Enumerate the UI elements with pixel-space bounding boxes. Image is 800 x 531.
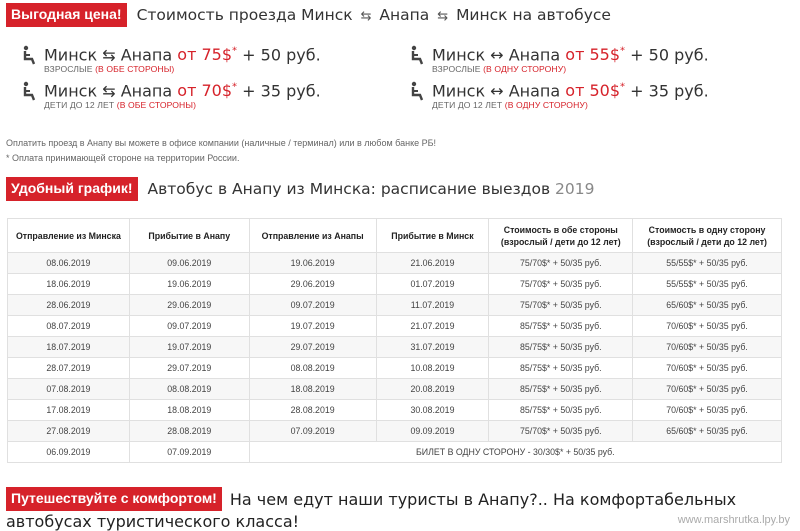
table-cell: 55/55$* + 50/35 руб. [633, 274, 782, 295]
table-cell: 85/75$* + 50/35 руб. [489, 337, 633, 358]
table-cell: 08.08.2019 [249, 358, 376, 379]
table-cell: 09.06.2019 [129, 253, 249, 274]
table-cell: 29.06.2019 [129, 295, 249, 316]
col-header: Отправление из Минска [8, 219, 130, 253]
table-cell: 10.08.2019 [376, 358, 489, 379]
fare-sub: ДЕТИ ДО 12 ЛЕТ (В ОДНУ СТОРОНУ) [432, 100, 588, 111]
watermark: www.marshrutka.lpy.by [677, 514, 790, 526]
swap-arrows-icon: ⇆ [360, 9, 372, 24]
table-row [8, 358, 782, 379]
table-cell: 19.07.2019 [249, 316, 376, 337]
table-cell: 18.08.2019 [249, 379, 376, 400]
table-cell: 17.08.2019 [8, 400, 130, 421]
fare-oneway-adult [410, 42, 709, 75]
table-cell: 29.07.2019 [129, 358, 249, 379]
schedule-badge: Удобный график! [6, 177, 138, 201]
table-cell: 08.07.2019 [8, 316, 130, 337]
table-cell: 09.07.2019 [249, 295, 376, 316]
table-cell: 65/60$* + 50/35 руб. [633, 295, 782, 316]
table-cell: 30.08.2019 [376, 400, 489, 421]
swap-arrows-icon: ⇆ [437, 9, 449, 24]
table-row [8, 337, 782, 358]
table-cell: 18.06.2019 [8, 274, 130, 295]
table-row [8, 274, 782, 295]
table-cell: 09.07.2019 [129, 316, 249, 337]
table-cell: 21.07.2019 [376, 316, 489, 337]
table-cell: 75/70$* + 50/35 руб. [489, 253, 633, 274]
table-row [8, 400, 782, 421]
fare-roundtrip-adult [22, 42, 321, 75]
fare-oneway-child [410, 78, 709, 111]
table-cell: 07.09.2019 [249, 421, 376, 442]
table-cell: 70/60$* + 50/35 руб. [633, 358, 782, 379]
wheelchair-seat-icon [22, 45, 36, 65]
payment-note: Оплатить проезд в Анапу вы можете в офисе компании (наличные / терминал) или в любом банке РБ! [6, 138, 437, 148]
table-cell: 55/55$* + 50/35 руб. [633, 253, 782, 274]
fare-line: Минск ⇆ Анапа от 70$* + 35 руб. [44, 81, 321, 101]
table-cell: 08.08.2019 [129, 379, 249, 400]
table-cell: 09.09.2019 [376, 421, 489, 442]
table-cell: 85/75$* + 50/35 руб. [489, 358, 633, 379]
table-cell: 06.09.2019 [8, 442, 130, 463]
table-cell: 85/75$* + 50/35 руб. [489, 379, 633, 400]
table-cell: 01.07.2019 [376, 274, 489, 295]
col-header: Стоимость в обе стороны (взрослый / дети до 12 лет) [489, 219, 633, 253]
fare-sub: ВЗРОСЛЫЕ (В ОДНУ СТОРОНУ) [432, 64, 567, 75]
table-cell: 20.08.2019 [376, 379, 489, 400]
table-row [8, 253, 782, 274]
table-cell: 85/75$* + 50/35 руб. [489, 316, 633, 337]
fare-line: Минск ↔ Анапа от 55$* + 50 руб. [432, 45, 709, 65]
price-header [6, 3, 611, 27]
price-title: Стоимость проезда Минск ⇆ Анапа ⇆ Минск на автобусе [136, 6, 611, 24]
fare-line: Минск ↔ Анапа от 50$* + 35 руб. [432, 81, 709, 101]
fare-sub: ВЗРОСЛЫЕ (В ОБЕ СТОРОНЫ) [44, 64, 175, 75]
wheelchair-seat-icon [410, 45, 424, 65]
col-header: Прибытие в Минск [376, 219, 489, 253]
table-cell: 19.06.2019 [249, 253, 376, 274]
table-row [8, 316, 782, 337]
table-row [8, 379, 782, 400]
table-cell: 75/70$* + 50/35 руб. [489, 421, 633, 442]
table-cell: 29.07.2019 [249, 337, 376, 358]
table-cell: 70/60$* + 50/35 руб. [633, 400, 782, 421]
table-cell: 75/70$* + 50/35 руб. [489, 295, 633, 316]
table-cell: 11.07.2019 [376, 295, 489, 316]
one-way-ticket-note: БИЛЕТ В ОДНУ СТОРОНУ - 30/30$* + 50/35 руб. [249, 442, 781, 463]
table-cell: 27.08.2019 [8, 421, 130, 442]
table-row [8, 295, 782, 316]
table-cell: 28.07.2019 [8, 358, 130, 379]
wheelchair-seat-icon [410, 81, 424, 101]
table-row [8, 421, 782, 442]
fare-roundtrip-child [22, 78, 321, 111]
table-cell: 07.08.2019 [8, 379, 130, 400]
col-header: Прибытие в Анапу [129, 219, 249, 253]
table-cell: 19.06.2019 [129, 274, 249, 295]
table-cell: 21.06.2019 [376, 253, 489, 274]
schedule-table [7, 218, 782, 463]
table-cell: 85/75$* + 50/35 руб. [489, 400, 633, 421]
table-cell: 29.06.2019 [249, 274, 376, 295]
schedule-title: Автобус в Анапу из Минска: расписание выездов 2019 [147, 180, 595, 198]
table-cell: 07.09.2019 [129, 442, 249, 463]
table-cell: 70/60$* + 50/35 руб. [633, 316, 782, 337]
table-row [8, 442, 782, 463]
footnote: * Оплата принимающей стороне на территории России. [6, 153, 240, 163]
table-cell: 28.06.2019 [8, 295, 130, 316]
comfort-badge: Путешествуйте с комфортом! [6, 487, 222, 511]
table-cell: 31.07.2019 [376, 337, 489, 358]
price-badge: Выгодная цена! [6, 3, 127, 27]
fare-line: Минск ⇆ Анапа от 75$* + 50 руб. [44, 45, 321, 65]
fare-sub: ДЕТИ ДО 12 ЛЕТ (В ОБЕ СТОРОНЫ) [44, 100, 197, 111]
table-cell: 28.08.2019 [129, 421, 249, 442]
table-cell: 18.08.2019 [129, 400, 249, 421]
table-header-row [8, 219, 782, 253]
wheelchair-seat-icon [22, 81, 36, 101]
table-cell: 19.07.2019 [129, 337, 249, 358]
table-cell: 70/60$* + 50/35 руб. [633, 379, 782, 400]
schedule-header [6, 177, 594, 201]
table-cell: 75/70$* + 50/35 руб. [489, 274, 633, 295]
col-header: Отправление из Анапы [249, 219, 376, 253]
table-cell: 70/60$* + 50/35 руб. [633, 337, 782, 358]
col-header: Стоимость в одну сторону (взрослый / дети до 12 лет) [633, 219, 782, 253]
table-cell: 28.08.2019 [249, 400, 376, 421]
table-cell: 08.06.2019 [8, 253, 130, 274]
comfort-section [6, 487, 746, 531]
table-cell: 18.07.2019 [8, 337, 130, 358]
comfort-text: На чем едут наши туристы в Анапу?.. На комфортабельных автобусах туристического класса! [6, 490, 737, 531]
table-cell: 65/60$* + 50/35 руб. [633, 421, 782, 442]
